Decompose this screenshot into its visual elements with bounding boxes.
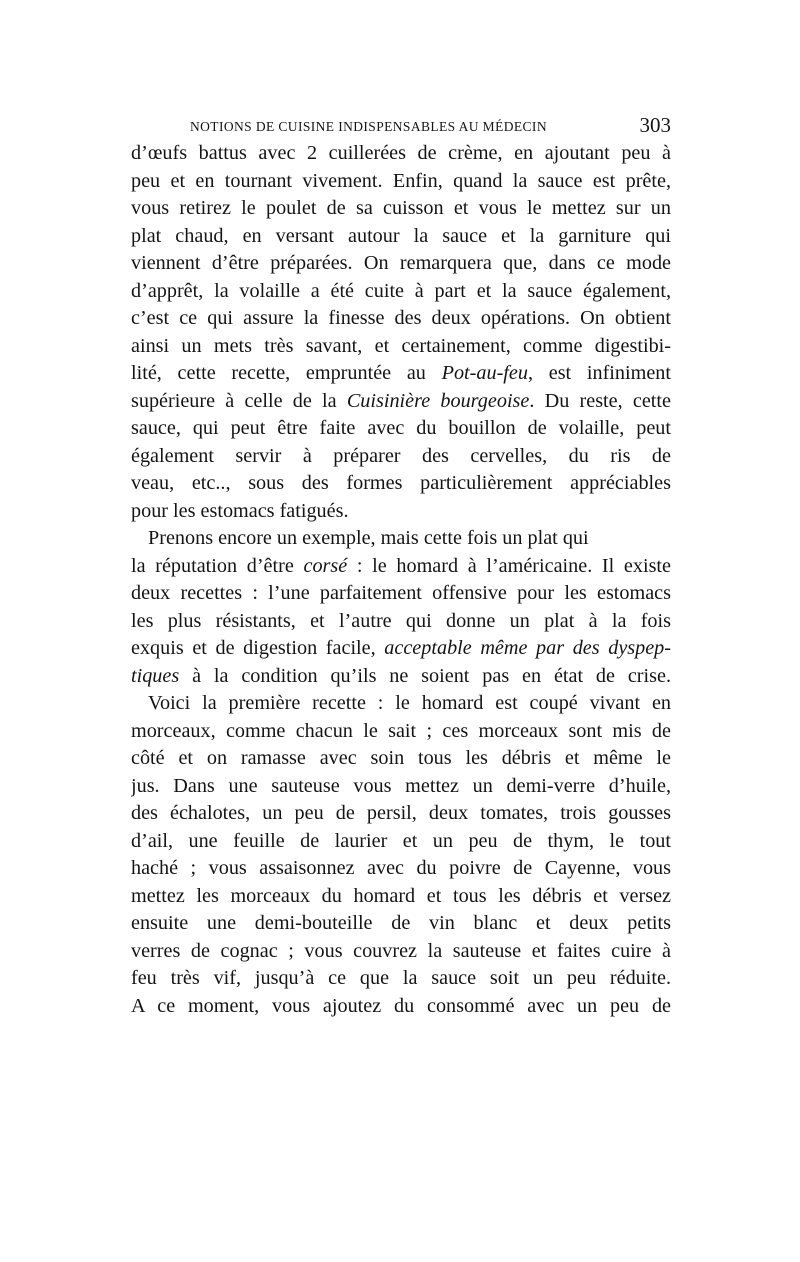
text-line	[131, 553, 671, 581]
text-run: des échalotes, un peu de persil, deux tomates, trois gousses	[131, 802, 671, 824]
page-header	[131, 113, 671, 143]
running-title: NOTIONS DE CUISINE INDISPENSABLES AU MÉDECIN	[190, 119, 547, 134]
text-line	[131, 800, 671, 828]
text-run: A ce moment, vous ajoutez du consommé avec un peu de	[131, 994, 671, 1017]
text-run: viennent d’être préparées. On remarquera que, dans ce mode	[131, 252, 671, 274]
text-run: , est infiniment	[527, 362, 671, 384]
text-run: d’apprêt, la volaille a été cuite à part et la sauce également,	[131, 279, 671, 302]
text-run: feu très vif, jusqu’à ce que la sauce soit un peu réduite.	[131, 967, 671, 989]
text-line	[131, 910, 671, 938]
text-run: sauce, qui peut être faite avec du bouillon de volaille, peut	[131, 417, 671, 439]
text-run: deux recettes : l’une parfaitement offensive pour les estomacs	[131, 582, 671, 604]
text-line	[131, 773, 671, 801]
text-run: d’ail, une feuille de laurier et un peu de thym, le tout	[131, 829, 671, 852]
text-run: haché ; vous assaisonnez avec du poivre de Cayenne, vous	[131, 857, 671, 879]
text-line	[131, 223, 671, 251]
text-run: à la condition qu’ils ne soient pas en état de crise.	[179, 664, 671, 687]
text-run: peu et en tournant vivement. Enfin, quand la sauce est prête,	[131, 169, 671, 192]
text-run: verres de cognac ; vous couvrez la sauteuse et faites cuire à	[131, 939, 671, 962]
text-line	[131, 443, 671, 471]
text-line	[131, 828, 671, 856]
text-line	[131, 498, 671, 526]
text-line	[131, 635, 671, 663]
text-run: Voici la première recette : le homard est coupé vivant en	[148, 692, 671, 714]
text-line	[131, 305, 671, 333]
text-run: : le homard à l’américaine. Il existe	[347, 554, 671, 577]
italic-text: corsé	[303, 554, 348, 577]
text-line	[131, 938, 671, 966]
page-number: 303	[639, 113, 671, 137]
text-line	[131, 470, 671, 498]
text-run: d’œufs battus avec 2 cuillerées de crème, en ajoutant peu à	[131, 142, 671, 164]
italic-text: tiques	[131, 664, 180, 687]
text-line	[131, 525, 671, 553]
text-run: supérieure à celle de la	[131, 389, 347, 412]
text-run: vous retirez le poulet de sa cuisson et vous le mettez sur un	[131, 197, 671, 219]
text-run: la réputation d’être	[131, 554, 304, 577]
text-line	[131, 965, 671, 993]
text-run: . Du reste, cette	[529, 389, 671, 412]
text-line	[131, 855, 671, 883]
text-run: également servir à préparer des cervelles, du ris de	[131, 444, 671, 467]
text-line	[131, 168, 671, 196]
text-run: pour les estomacs fatigués.	[131, 499, 349, 522]
text-line	[131, 278, 671, 306]
text-line	[131, 745, 671, 773]
text-line	[131, 993, 671, 1021]
text-run: morceaux, comme chacun le sait ; ces morceaux sont mis de	[131, 719, 671, 742]
italic-text: Cuisinière bourgeoise	[346, 389, 530, 412]
text-run: côté et on ramasse avec soin tous les débris et même le	[131, 747, 671, 769]
text-line	[131, 360, 671, 388]
text-run: veau, etc.., sous des formes particulièrement appréciables	[131, 472, 671, 494]
text-line	[131, 580, 671, 608]
italic-text: Pot-au-feu	[441, 362, 528, 384]
text-run: lité, cette recette, empruntée au	[131, 362, 442, 384]
text-run: plat chaud, en versant autour la sauce et la garniture qui	[131, 224, 671, 247]
italic-text: acceptable même par des dyspep-	[384, 637, 671, 659]
text-line	[131, 250, 671, 278]
text-line	[131, 388, 671, 416]
text-line	[131, 140, 671, 168]
text-run: c’est ce qui assure la finesse des deux opérations. On obtient	[131, 307, 671, 329]
text-run: ensuite une demi-bouteille de vin blanc et deux petits	[131, 912, 671, 934]
text-run: les plus résistants, et l’autre qui donne un plat à la fois	[131, 609, 671, 632]
text-line	[131, 883, 671, 911]
text-run: ainsi un mets très savant, et certainement, comme digestibi-	[131, 334, 671, 357]
body-text	[131, 140, 671, 1020]
text-line	[131, 718, 671, 746]
text-line	[131, 333, 671, 361]
text-line	[131, 663, 671, 691]
text-line	[131, 608, 671, 636]
text-run: mettez les morceaux du homard et tous les débris et versez	[131, 884, 671, 907]
text-line	[131, 195, 671, 223]
text-line	[131, 690, 671, 718]
text-run: exquis et de digestion facile,	[131, 637, 385, 659]
text-run: Prenons encore un exemple, mais cette fois un plat qui	[148, 527, 589, 549]
text-line	[131, 415, 671, 443]
text-run: jus. Dans une sauteuse vous mettez un demi-verre d’huile,	[131, 774, 671, 797]
